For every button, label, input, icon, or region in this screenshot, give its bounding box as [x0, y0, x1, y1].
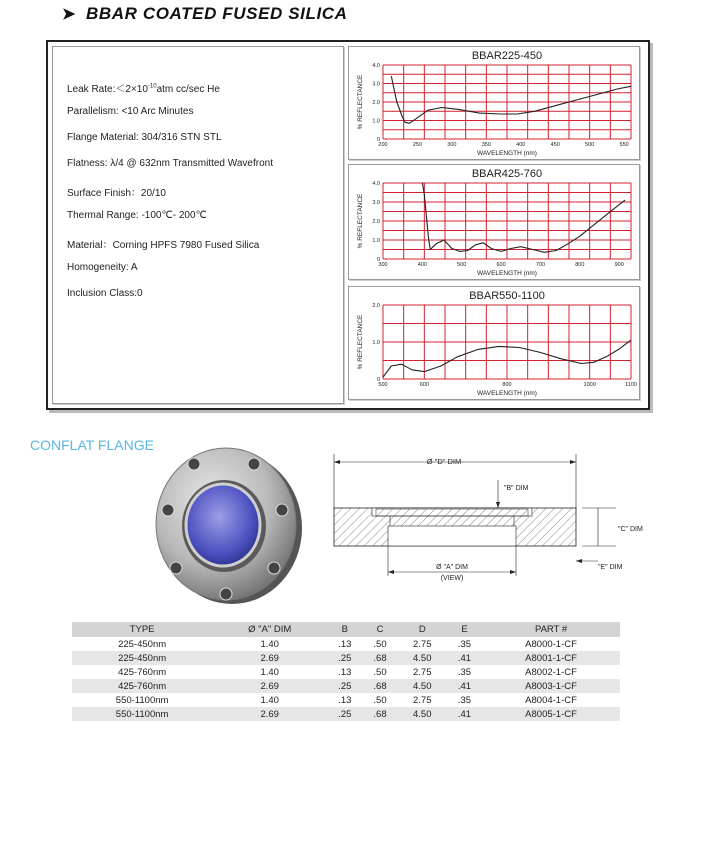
x-tick-label: 250 — [412, 142, 423, 148]
view-label: (VIEW) — [440, 575, 464, 582]
table-row — [72, 693, 620, 707]
y-tick-label: 0 — [376, 377, 380, 383]
cell-c: .50 — [373, 638, 387, 650]
cell-type: 225-450nm — [118, 638, 167, 650]
col-c: C — [362, 622, 397, 637]
x-tick-label: 500 — [457, 262, 467, 268]
cell-a-dim: 2.69 — [212, 679, 327, 693]
table-row — [72, 707, 620, 721]
cell-type: 425-760nm — [118, 666, 167, 678]
spec-parallelism: Parallelism: <10 Arc Minutes — [67, 106, 194, 117]
cell-c: .50 — [373, 694, 387, 706]
cell-e: .41 — [447, 679, 482, 693]
x-tick-label: 400 — [516, 142, 526, 148]
parts-table — [72, 622, 620, 721]
cell-d: 2.75 — [413, 694, 432, 706]
y-tick-label: 1.0 — [372, 238, 380, 244]
cell-part: A8002-1-CF — [525, 666, 577, 678]
cell-d: 2.75 — [413, 638, 432, 650]
y-tick-label: 3.0 — [372, 81, 380, 88]
cell-b: .25 — [327, 707, 362, 721]
cell-c: .68 — [362, 707, 397, 721]
cell-a-dim: 2.69 — [212, 651, 327, 665]
x-tick-label: 300 — [447, 142, 457, 148]
x-axis-label: WAVELENGTH (nm) — [477, 150, 537, 157]
x-tick-label: 200 — [378, 142, 388, 148]
y-tick-label: 0 — [376, 257, 380, 263]
cell-part: A8004-1-CF — [525, 694, 577, 706]
spec-homogeneity: Homogeneity: A — [67, 262, 138, 273]
cell-b: .13 — [338, 666, 352, 678]
spec-surface-finish: Surface Finish：20/10 — [67, 188, 166, 199]
title-text: BBAR COATED FUSED SILICA — [86, 4, 348, 23]
x-tick-label: 800 — [502, 382, 512, 388]
chart-bbar550-1100 — [349, 287, 639, 399]
arrow-icon: ➤ — [62, 6, 77, 23]
x-tick-label: 300 — [378, 262, 388, 268]
x-tick-label: 350 — [481, 142, 491, 148]
flange-cross-section-drawing — [326, 448, 656, 598]
x-tick-label: 600 — [419, 382, 429, 388]
y-tick-label: 2.0 — [372, 219, 380, 225]
x-tick-label: 1100 — [625, 382, 637, 388]
chart-title: BBAR225-450 — [471, 50, 543, 62]
chart-box-425-760 — [348, 164, 640, 280]
cell-b: .25 — [327, 679, 362, 693]
cell-part: A8001-1-CF — [482, 651, 620, 665]
col-type: TYPE — [72, 622, 212, 637]
x-tick-label: 700 — [535, 262, 546, 268]
cell-e: .35 — [457, 638, 472, 650]
spec-panel — [46, 40, 650, 410]
table-row — [72, 651, 620, 665]
cell-a-dim: 1.40 — [260, 638, 279, 650]
cell-c: .68 — [362, 651, 397, 665]
leak-rate-exponent: -10 — [147, 83, 157, 90]
cell-b: .13 — [338, 694, 352, 706]
x-tick-label: 400 — [417, 262, 427, 268]
y-axis-label: % REFLECTANCE — [357, 314, 364, 370]
spec-flatness: Flatness: λ/4 @ 632nm Transmitted Wavefront — [67, 158, 273, 169]
x-tick-label: 500 — [585, 142, 595, 148]
cell-type: 425-760nm — [72, 679, 212, 693]
spec-flange-material: Flange Material: 304/316 STN STL — [67, 132, 222, 143]
spec-leak-rate — [67, 80, 220, 95]
col-part: PART # — [482, 622, 620, 637]
section-label: CONFLAT FLANGE — [30, 437, 154, 453]
cell-c: .68 — [362, 679, 397, 693]
x-tick-label: 450 — [550, 142, 560, 148]
cell-part: A8005-1-CF — [482, 707, 620, 721]
cell-type: 225-450nm — [72, 651, 212, 665]
col-d: D — [398, 622, 447, 637]
cell-type: 550-1100nm — [72, 707, 212, 721]
y-tick-label: 1.0 — [372, 118, 380, 125]
leak-rate-suffix: atm cc/sec He — [156, 84, 220, 95]
cell-a-dim: 1.40 — [260, 666, 279, 678]
x-tick-label: 900 — [614, 262, 624, 268]
y-tick-label: 0 — [376, 137, 380, 143]
spec-thermal-range: Thermal Range: -100℃- 200℃ — [67, 210, 207, 221]
cell-e: .35 — [457, 666, 472, 678]
y-tick-label: 4.0 — [372, 63, 380, 69]
y-axis-label: % REFLECTANCE — [357, 74, 364, 130]
chart-box-225-450 — [348, 46, 640, 160]
x-tick-label: 600 — [496, 262, 506, 268]
cell-part: A8000-1-CF — [525, 638, 577, 650]
chart-title: BBAR425-760 — [471, 168, 543, 180]
cell-b: .13 — [338, 638, 352, 650]
table-row — [72, 665, 620, 679]
y-tick-label: 1.0 — [372, 340, 380, 346]
x-tick-label: 800 — [575, 262, 585, 268]
cell-d: 4.50 — [398, 651, 447, 665]
col-e: E — [447, 622, 482, 637]
col-b: B — [327, 622, 362, 637]
chart-title: BBAR550-1100 — [469, 290, 545, 302]
d-dim-label: Ø "D" DIM — [426, 457, 462, 466]
b-dim-label: "B" DIM — [504, 485, 529, 492]
flange-photo — [146, 440, 306, 610]
spec-inclusion: Inclusion Class:0 — [67, 288, 143, 299]
y-tick-label: 2.0 — [372, 100, 380, 106]
chart-bbar425-760 — [349, 165, 639, 279]
page-title — [62, 4, 348, 24]
y-tick-label: 3.0 — [372, 200, 380, 206]
leak-rate-prefix: Leak Rate:＜2×10 — [67, 84, 148, 95]
spec-list — [52, 46, 344, 404]
col-a-dim: Ø "A" DIM — [212, 622, 327, 637]
cell-a-dim: 2.69 — [212, 707, 327, 721]
x-axis-label: WAVELENGTH (nm) — [477, 270, 537, 277]
y-tick-label: 2.0 — [372, 303, 380, 309]
x-tick-label: 550 — [619, 142, 629, 148]
chart-box-550-1100 — [348, 286, 640, 400]
x-tick-label: 1000 — [583, 382, 596, 388]
x-tick-label: 500 — [378, 382, 388, 388]
table-row — [72, 637, 620, 651]
table-header-row — [72, 622, 620, 637]
spec-material: Material：Corning HPFS 7980 Fused Silica — [67, 240, 260, 251]
cell-c: .50 — [373, 666, 387, 678]
cell-type: 550-1100nm — [115, 694, 169, 706]
cell-d: 2.75 — [413, 666, 432, 678]
y-tick-label: 4.0 — [372, 181, 380, 187]
y-axis-label: % REFLECTANCE — [357, 193, 364, 249]
cell-e: .41 — [447, 651, 482, 665]
table-row — [72, 679, 620, 693]
cell-d: 4.50 — [398, 679, 447, 693]
cell-a-dim: 1.40 — [260, 694, 279, 706]
chart-bbar225-450 — [349, 47, 639, 159]
cell-part: A8003-1-CF — [482, 679, 620, 693]
a-dim-label: Ø "A" DIM — [436, 564, 468, 571]
c-dim-label: "C" DIM — [618, 526, 643, 533]
cell-e: .35 — [457, 694, 472, 706]
x-axis-label: WAVELENGTH (nm) — [477, 390, 537, 397]
reflectance-curve — [422, 183, 625, 252]
cell-b: .25 — [327, 651, 362, 665]
cell-e: .41 — [447, 707, 482, 721]
cell-d: 4.50 — [398, 707, 447, 721]
e-dim-label: "E" DIM — [598, 564, 623, 571]
